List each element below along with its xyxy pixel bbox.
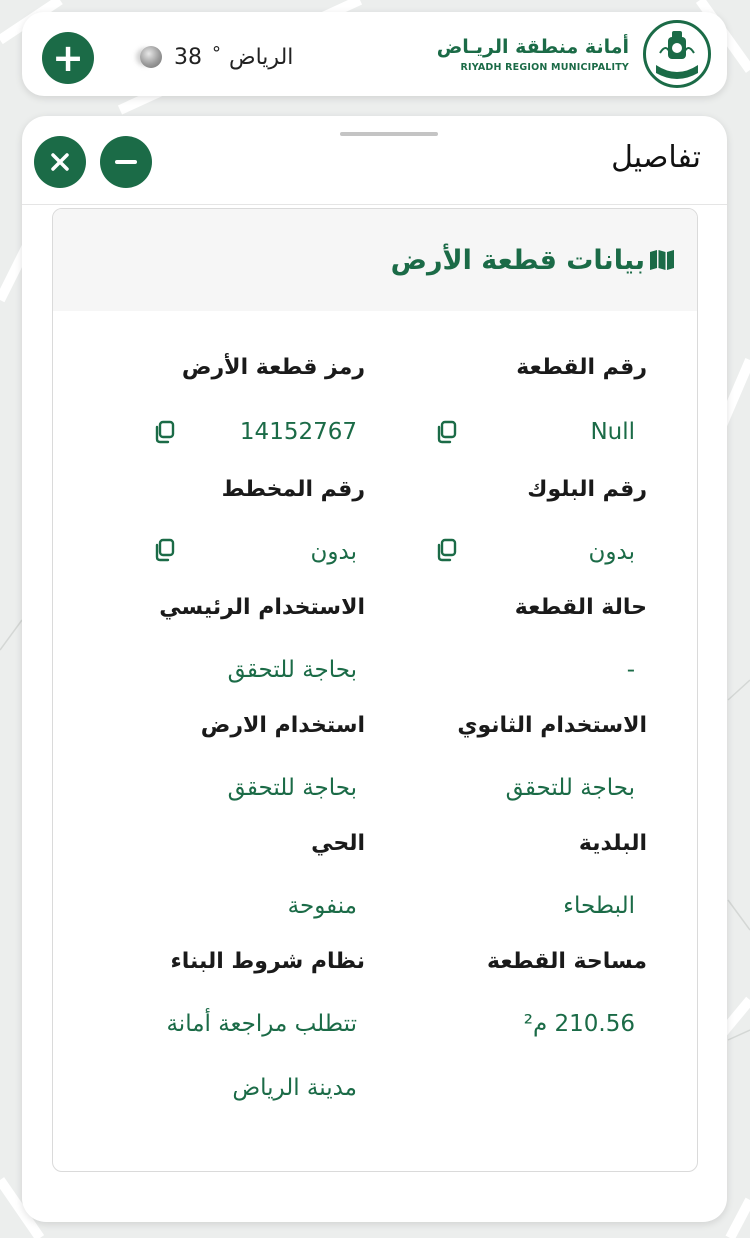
plot-number-label: رقم القطعة (516, 355, 647, 380)
moon-icon (140, 46, 162, 68)
plot-code-value: 14152767 (239, 419, 357, 445)
land-use-value: بحاجة للتحقق (227, 775, 357, 801)
plot-number-value: Null (590, 419, 635, 445)
brand-block (437, 20, 711, 88)
plot-data-card (52, 208, 698, 1172)
brand-text (437, 36, 629, 73)
secondary-use-label: الاستخدام الثانوي (457, 713, 647, 738)
minus-icon[interactable] (100, 136, 152, 188)
brand-name-english: RIYADH REGION MUNICIPALITY (460, 61, 629, 73)
plot-code-label: رمز قطعة الأرض (181, 355, 365, 380)
plan-number-label: رقم المخطط (221, 477, 365, 502)
temperature-value: 38 (174, 44, 202, 70)
secondary-use-value: بحاجة للتحقق (505, 775, 635, 801)
main-use-label: الاستخدام الرئيسي (159, 595, 365, 620)
district-value: منفوحة (287, 893, 357, 919)
plot-status-label: حالة القطعة (514, 595, 647, 620)
map-icon (649, 249, 675, 271)
card-title: بيانات قطعة الأرض (390, 245, 645, 276)
municipality-value: البطحاء (563, 893, 635, 919)
top-header-bar (22, 12, 727, 96)
copy-icon[interactable] (433, 537, 459, 563)
plot-area-label: مساحة القطعة (487, 949, 647, 974)
municipality-label: البلدية (578, 831, 647, 856)
copy-icon[interactable] (151, 419, 177, 445)
block-number-label: رقم البلوك (527, 477, 647, 502)
block-number-value: بدون (588, 539, 635, 565)
copy-icon[interactable] (151, 537, 177, 563)
main-use-value: بحاجة للتحقق (227, 657, 357, 683)
drag-handle[interactable] (340, 132, 438, 136)
weather-widget (140, 42, 293, 72)
municipality-logo (643, 20, 711, 88)
plus-icon[interactable]: + (42, 32, 94, 84)
panel-divider (22, 204, 727, 205)
degree-symbol: ° (212, 42, 221, 64)
district-label: الحي (311, 831, 365, 856)
close-icon[interactable] (34, 136, 86, 188)
panel-title: تفاصيل (611, 140, 701, 175)
building-code-value-line2: مدينة الرياض (232, 1075, 357, 1101)
details-panel (22, 116, 727, 1222)
weather-city: الرياض (229, 44, 294, 70)
building-code-value-line1: تتطلب مراجعة أمانة (166, 1011, 357, 1037)
land-use-label: استخدام الارض (200, 713, 365, 738)
card-header (53, 209, 697, 311)
brand-name-arabic: أمانة منطقة الريـاض (436, 35, 629, 58)
plan-number-value: بدون (310, 539, 357, 565)
copy-icon[interactable] (433, 419, 459, 445)
plot-area-value: 210.56 م² (523, 1011, 635, 1037)
building-code-label: نظام شروط البناء (170, 949, 365, 974)
plot-status-value: - (626, 657, 635, 683)
